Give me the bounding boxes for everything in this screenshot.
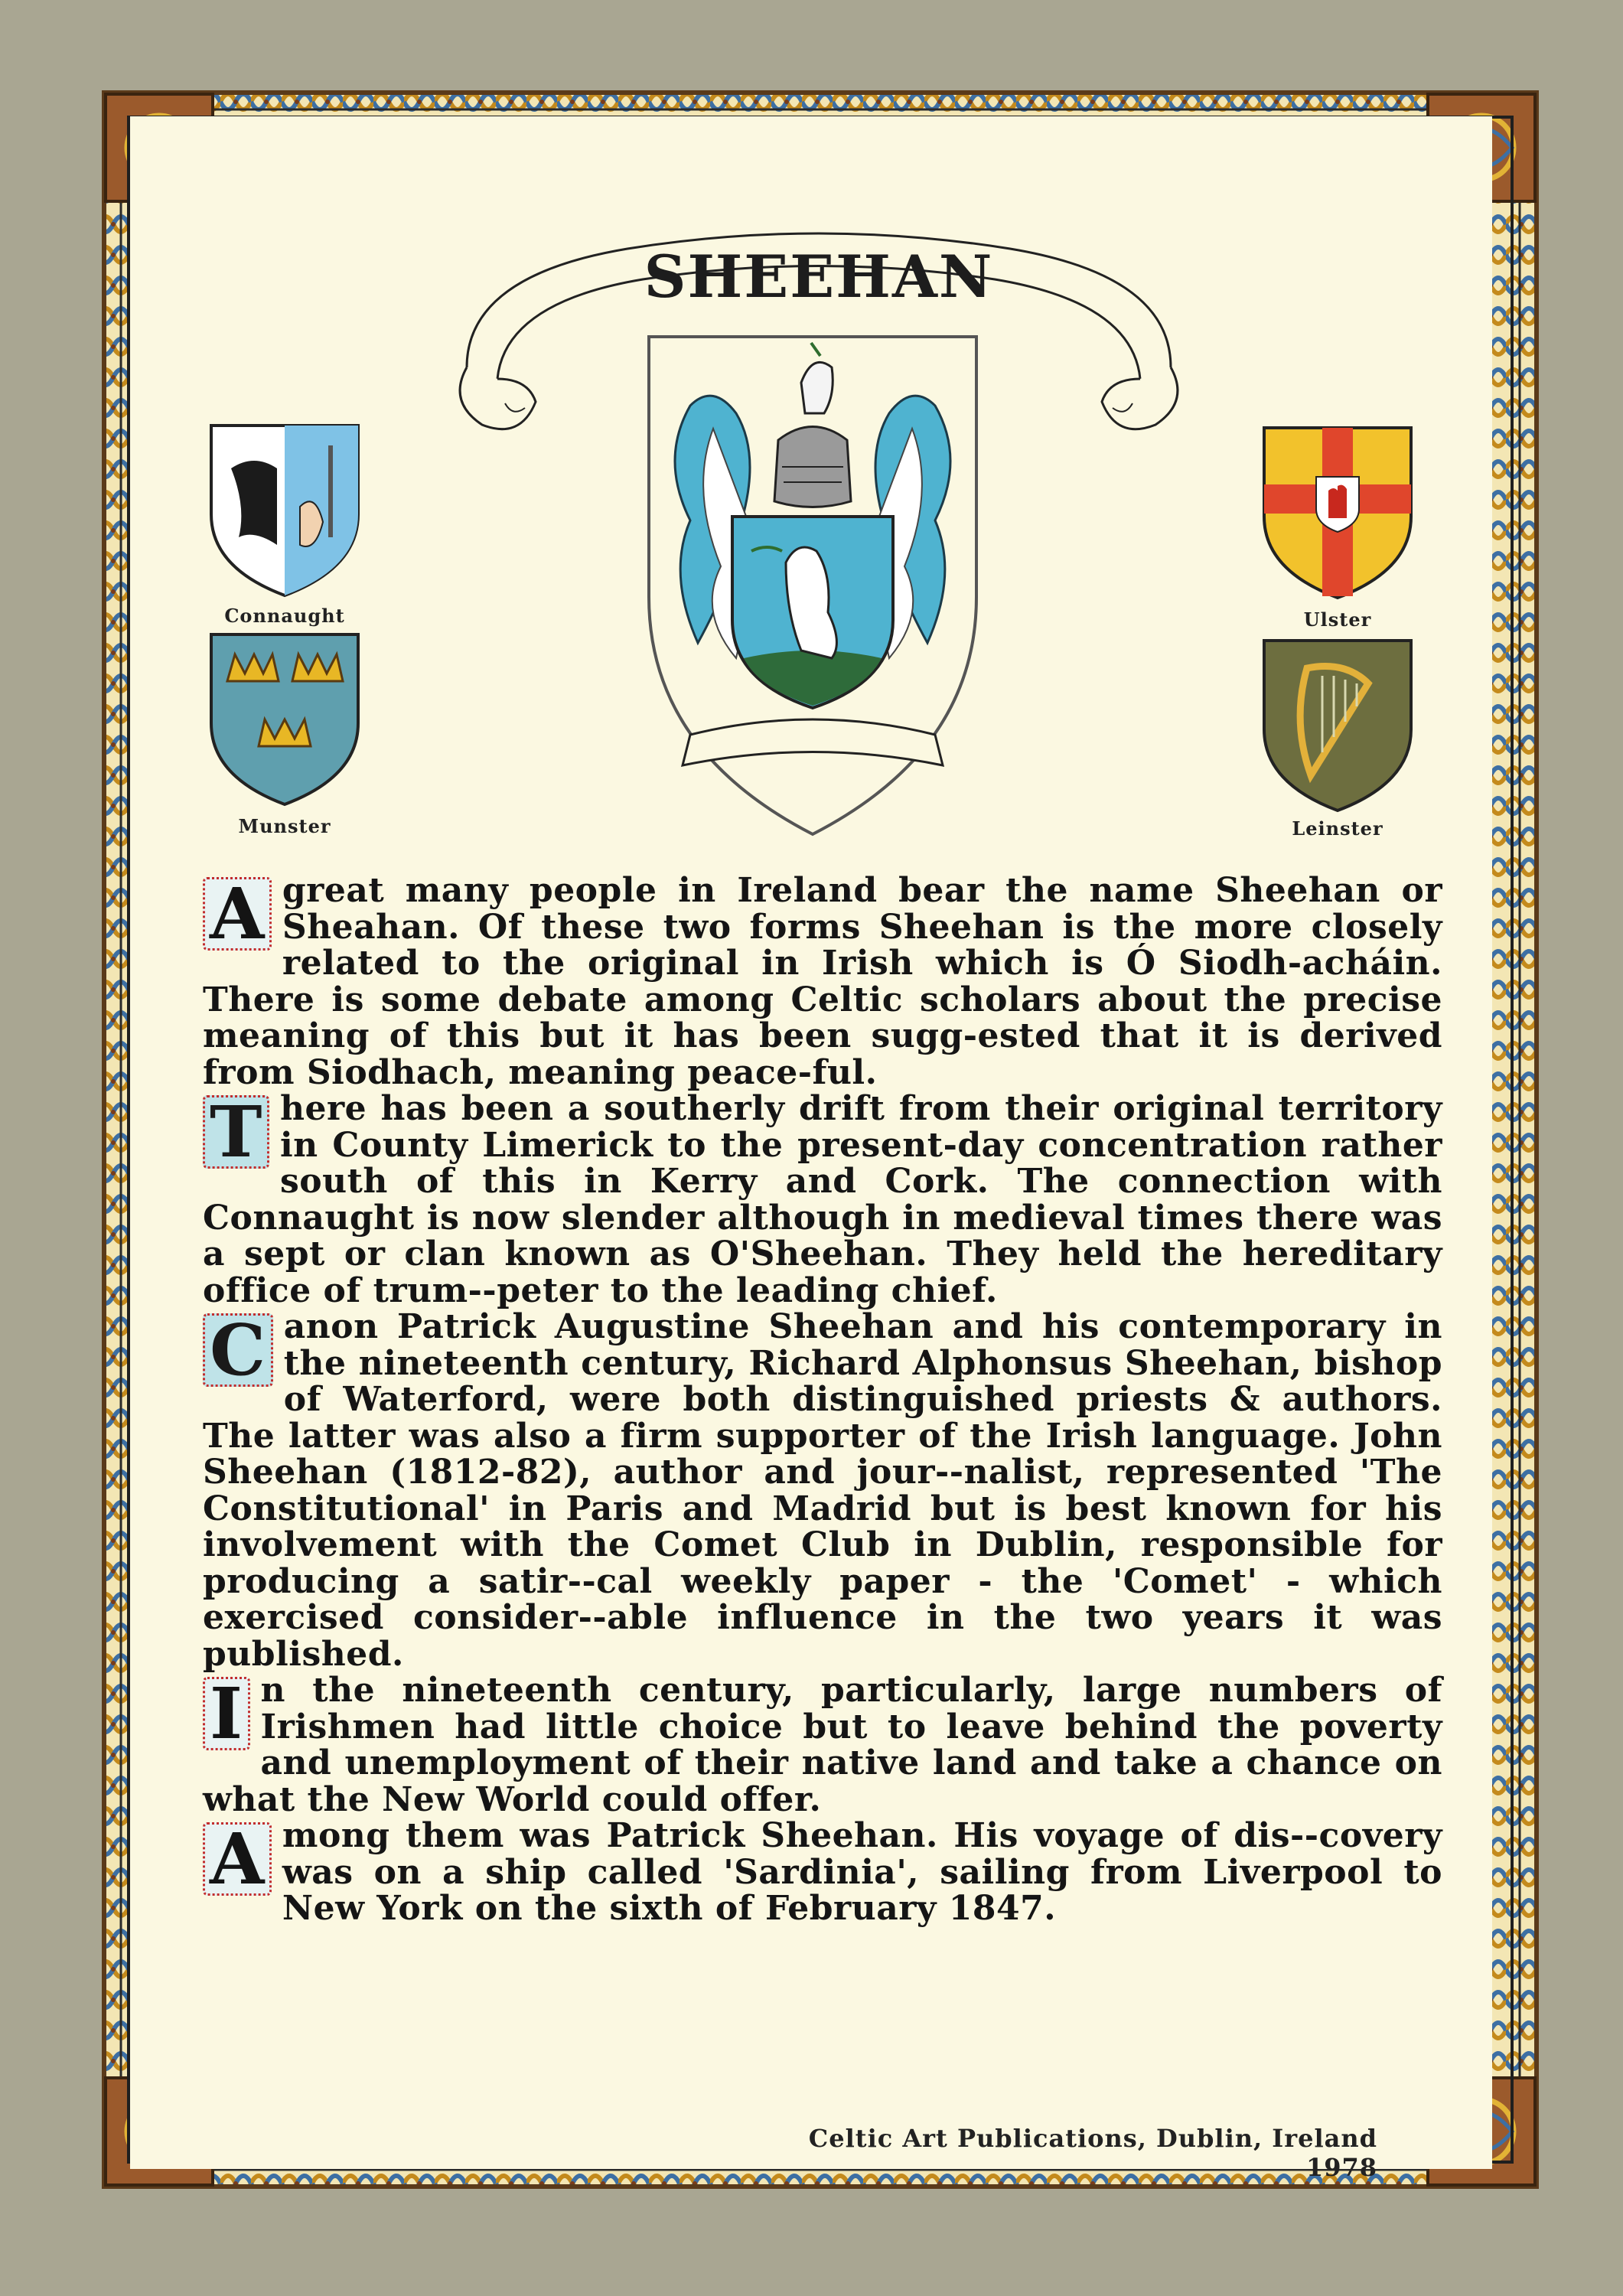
family-crest: [644, 321, 981, 842]
leinster-label: Leinster: [1292, 817, 1383, 840]
connaught-shield: [208, 422, 361, 598]
drop-cap-i: I: [203, 1677, 250, 1750]
drop-cap-a: A: [203, 1822, 272, 1896]
paragraph-2: [203, 1091, 1442, 1309]
publisher-credit: Celtic Art Publications, Dublin, Ireland 1978: [808, 2124, 1377, 2182]
ulster-label: Ulster: [1303, 608, 1372, 631]
paragraph-3: [203, 1309, 1442, 1672]
family-name-title: sheehan: [644, 220, 994, 317]
family-history: [203, 872, 1442, 1927]
paragraph-text: here has been a southerly drift from their original territory in County Limerick to the present-day concentration rather south of this in Kerry and Cork. The connection with Connaught is now slender although in medieval times there was a sept or clan known as O'Sheehan. They held the hereditary office of trum--peter to the leading chief.: [203, 1089, 1442, 1310]
connaught-label: Connaught: [224, 605, 345, 627]
paragraph-4: [203, 1672, 1442, 1818]
ulster-shield: [1261, 425, 1414, 601]
paragraph-text: mong them was Patrick Sheehan. His voyage of dis--covery was on a ship called 'Sardinia', sailing from Liverpool to New York on the sixth of February 1847.: [282, 1816, 1442, 1928]
paragraph-1: [203, 872, 1442, 1091]
munster-shield: [208, 631, 361, 807]
paragraph-5: [203, 1818, 1442, 1927]
paragraph-text: great many people in Ireland bear the name Sheehan or Sheahan. Of these two forms Sheehan is the more closely related to the original in Irish which is Ó Siodh-acháin. There is some debate among Celtic scholars about the precise meaning of this but it has been sugg-ested that it is derived from Siodhach, meaning peace-ful.: [203, 871, 1442, 1092]
paragraph-text: anon Patrick Augustine Sheehan and his contemporary in the nineteenth century, Richard Alphonsus Sheehan, bishop of Waterford, were both distinguished priests & authors. The latter was also a firm supporter of the Irish language. John Sheehan (1812-82), author and jour--nalist, represented 'The Constitutional' in Paris and Madrid but is best known for his involvement with the Comet Club in Dublin, responsible for producing a satir--cal weekly paper - the 'Comet' - which exercised consider--able influence in the two years it was published.: [203, 1307, 1442, 1674]
paragraph-text: n the nineteenth century, particularly, large numbers of Irishmen had little choice but to leave behind the poverty and unemployment of their native land and take a chance on what the New World could offer.: [203, 1671, 1442, 1819]
drop-cap-a: A: [203, 877, 272, 951]
drop-cap-c: C: [203, 1313, 273, 1387]
drop-cap-t: T: [203, 1095, 269, 1169]
leinster-shield: [1261, 638, 1414, 814]
munster-label: Munster: [238, 815, 331, 837]
